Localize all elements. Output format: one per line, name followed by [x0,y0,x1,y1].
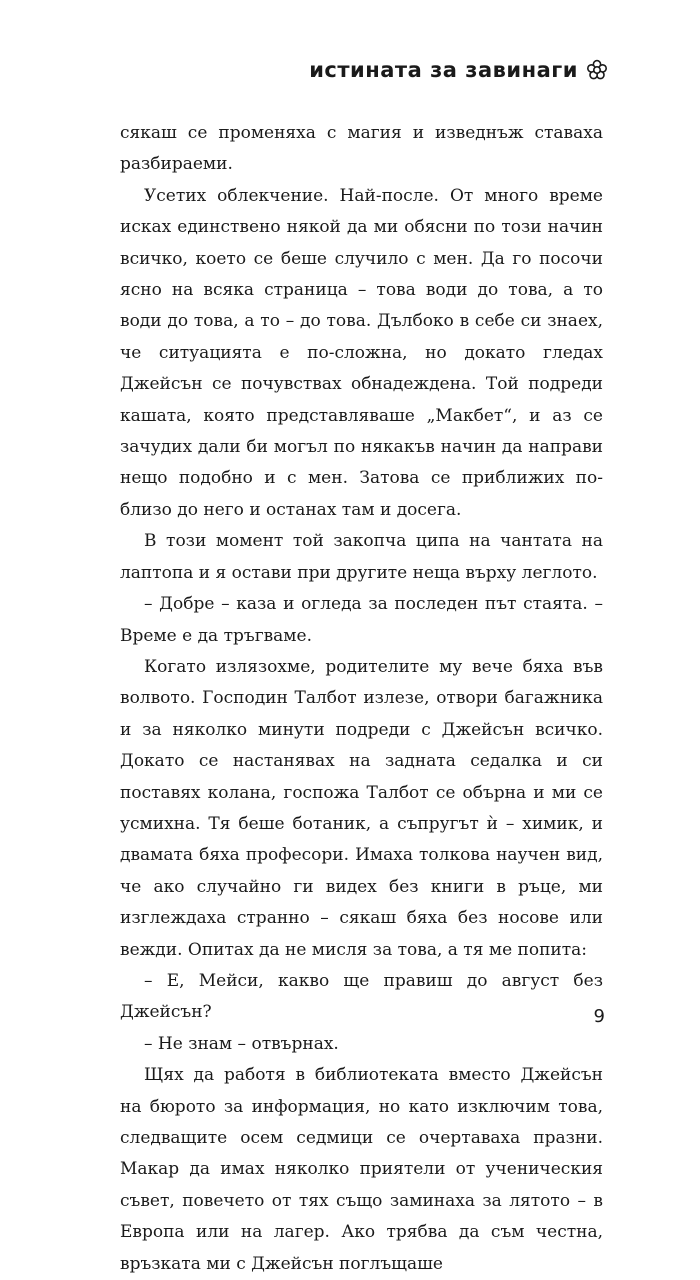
paragraph: сякаш се променяха с магия и изведнъж ставаха разбираеми. [120,123,603,175]
flower-icon [586,59,608,81]
paragraph: В този момент той закопча ципа на чантата на лаптопа и я остави при другите неща върху леглото. [120,531,603,583]
paragraph: Щях да работя в библиотеката вместо Джейсън на бюрото за информация, но като изключим това, следващите осем седмици се очертаваха празни. Макар да имах няколко приятели от ученическия съвет, повечето от тях също заминаха за лятото – в Европа или на лагер. Ако трябва да съм честна, връзката ми с Джейсън поглъщаше [120,1065,603,1274]
dialogue-line: – Добре – каза и огледа за последен път стаята. – Време е да тръгваме. [120,594,603,646]
running-head [309,58,608,82]
running-title: истината за завинаги [309,58,578,82]
dialogue-line: – Е, Мейси, какво ще правиш до август без Джейсън? [120,970,603,1023]
body-text [120,118,603,1280]
paragraph: Когато излязохме, родителите му вече бяха във волвото. Господин Талбот излезе, отвори багажника и за няколко минути подреди с Джейсън всичко. Докато се настанявах на задната седалка и си поставях колана, госпожа Талбот се обърна и ми се усмихна. Тя беше ботаник, а съпругът ѝ – химик, и двамата бяха професори. Имаха толкова научен вид, че ако случайно ги видех без книги в ръце, ми изглеждаха странно – сякаш бяха без носове или вежди. Опитах да не мисля за това, а тя ме попита: [120,656,603,960]
paragraph: Усетих облекчение. Най-после. От много време исках единствено някой да ми обясни по този начин всичко, което се беше случило с мен. Да го посочи ясно на всяка страница – това води до това, а то води до това, а то – до това. Дълбоко в себе си знаех, че ситуацията е по-сложна, но докато гледах Джейсън се почувствах обнадеждена. Той подреди кашата, която представляваше „Макбет“, и аз се зачудих дали би могъл по някакъв начин да направи нещо подобно и с мен. Затова се приближих по-близо до него и останах там и досега. [120,185,603,520]
page-number: 9 [593,1006,605,1027]
dialogue-line: – Не знам – отвърнах. [144,1033,339,1054]
